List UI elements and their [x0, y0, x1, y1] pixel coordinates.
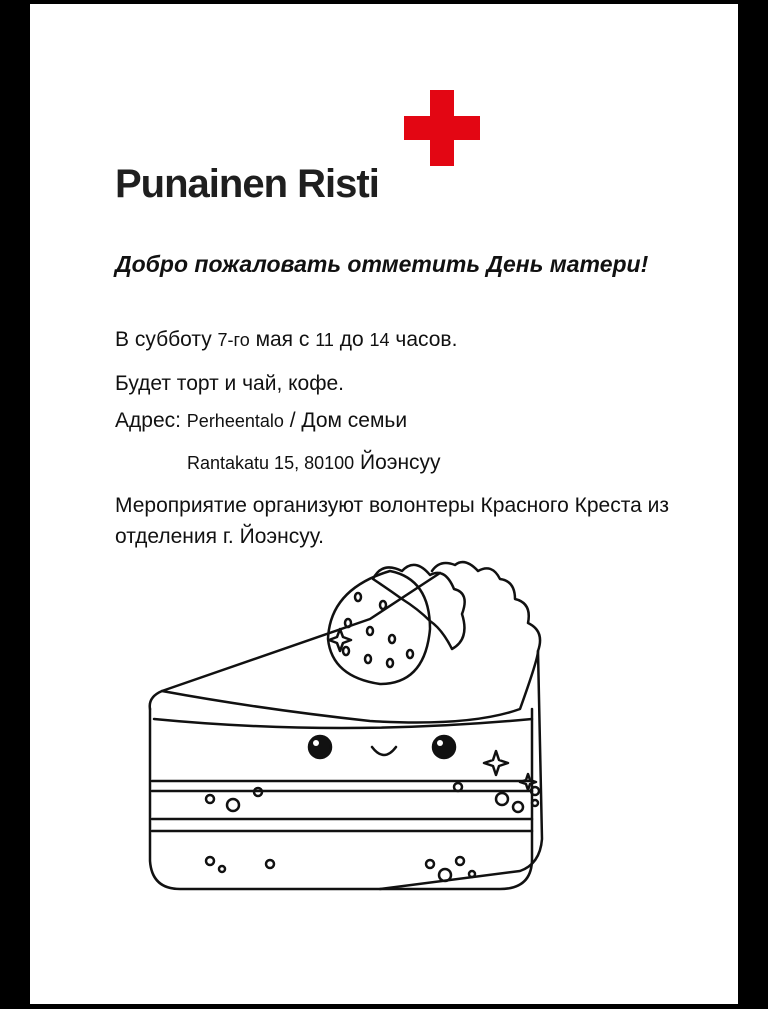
date-mid1: мая с: [249, 328, 316, 351]
refreshments-line: Будет торт и чай, кофе.: [115, 372, 345, 395]
time-from: 11: [315, 330, 334, 350]
date-prefix: В субботу: [115, 328, 218, 351]
cake-with-strawberry-icon: [140, 559, 590, 904]
red-cross-icon: [404, 90, 480, 166]
venue-finnish: Perheentalo: [186, 411, 284, 431]
flyer-page: [30, 4, 738, 1004]
venue-separator: /: [283, 409, 302, 432]
venue-russian: Дом семьи: [301, 409, 408, 432]
address-line: [115, 409, 407, 433]
event-headline: Добро пожаловать отметить День матери!: [115, 251, 649, 277]
date-mid2: до: [333, 328, 370, 351]
street: Rantakatu 15, 80100: [187, 453, 355, 473]
date-day: 7-го: [217, 330, 250, 350]
time-to: 14: [369, 330, 390, 350]
org-logo-text: Punainen Risti: [115, 162, 379, 206]
organizer-text: Мероприятие организуют волонтеры Красного Креста из отделения г. Йоэнсуу.: [115, 494, 669, 548]
city: Йоэнсуу: [354, 451, 441, 474]
event-date-line: [115, 328, 457, 352]
street-address: [187, 451, 441, 475]
date-suffix: часов.: [389, 328, 458, 351]
address-label: Адрес:: [115, 409, 187, 432]
